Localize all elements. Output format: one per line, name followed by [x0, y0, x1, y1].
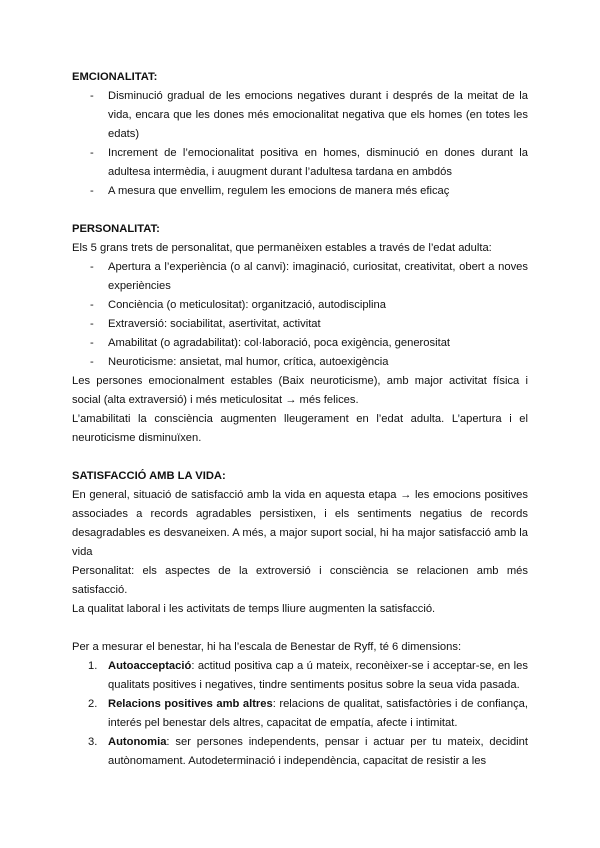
item-text: : relacions de qualitat, satisfactòries i de confiança, interés pel benestar dels altres, capacitat de empatía, afecte i intimitat. — [108, 698, 529, 729]
list-item — [72, 695, 528, 733]
list-item — [72, 657, 528, 695]
personalitat-list — [72, 258, 528, 372]
list-item: - A mesura que envellim, regulem les emocions de manera més eficaç — [72, 182, 528, 201]
list-item: - Disminució gradual de les emocions negatives durant i després de la meitat de la vida, encara que les dones més emocionalitat negativa que els homes (en totes les edats) — [72, 87, 528, 144]
item-term: Relacions positives amb altres — [108, 698, 273, 710]
ryff-list — [72, 657, 528, 771]
list-item — [72, 733, 528, 771]
list-item: - Neuroticisme: ansietat, mal humor, crítica, autoexigència — [72, 353, 528, 372]
personalitat-paragraph-2: L’amabilitati la consciència augmenten lleugerament en l’edat adulta. L’apertura i el neuroticisme disminuïxen. — [72, 413, 528, 444]
item-term: Autonomia — [108, 736, 167, 748]
satisfaccio-paragraph-3: La qualitat laboral i les activitats de temps lliure augmenten la satisfacció. — [72, 603, 436, 615]
list-item: - Conciència (o meticulositat): organització, autodisciplina — [72, 296, 528, 315]
item-number: 2. — [88, 698, 98, 710]
emocionalitat-heading: EMCIONALITAT: — [72, 71, 158, 83]
list-item: - Increment de l’emocionalitat positiva en homes, disminució en dones durant la adultesa intermèdia, i auugment durant l’adultesa tardana en ambdós — [72, 144, 528, 182]
list-item: - Amabilitat (o agradabilitat): col·laboració, poca exigència, generositat — [72, 334, 528, 353]
ryff-intro: Per a mesurar el benestar, hi ha l’escala de Benestar de Ryff, té 6 dimensions: — [72, 641, 462, 653]
item-number: 1. — [88, 660, 98, 672]
personalitat-heading: PERSONALITAT: — [72, 223, 160, 235]
list-item: - Extraversió: sociabilitat, asertivitat, activitat — [72, 315, 528, 334]
item-term: Autoacceptació — [108, 660, 192, 672]
item-text: : ser persones independents, pensar i actuar per tu mateix, decidint autònomament. Autodeterminació i independència, capacitat de resistir a les — [108, 736, 528, 767]
document-page — [72, 68, 528, 771]
list-item: - Apertura a l’experiència (o al canvi): imaginació, curiositat, creativitat, obert a noves experiències — [72, 258, 528, 296]
satisfaccio-paragraph-1: En general, situació de satisfacció amb la vida en aquesta etapa → les emocions positives associades a records agradables persistixen, i els sentiments negatius de records desagradables es desvaneixen. A més, a major suport social, hi ha major satisfacció amb la vida — [72, 489, 528, 558]
personalitat-intro: Els 5 grans trets de personalitat, que permanèixen estables a través de l’edat adulta: — [72, 242, 492, 254]
satisfaccio-heading: SATISFACCIÓ AMB LA VIDA: — [72, 470, 226, 482]
satisfaccio-paragraph-2: Personalitat: els aspectes de la extroversió i consciència se relacionen amb més satisfacció. — [72, 565, 528, 596]
personalitat-paragraph-1: Les persones emocionalment estables (Baix neuroticisme), amb major activitat física i social (alta extraversió) i més meticulositat → més felices. — [72, 375, 528, 406]
emocionalitat-list — [72, 87, 528, 201]
item-number: 3. — [88, 736, 98, 748]
item-text: : actitud positiva cap a ú mateix, reconèixer-se i acceptar-se, en les qualitats positives i negatives, tindre sentiments positus sobre la seua vida pasada. — [108, 660, 528, 691]
